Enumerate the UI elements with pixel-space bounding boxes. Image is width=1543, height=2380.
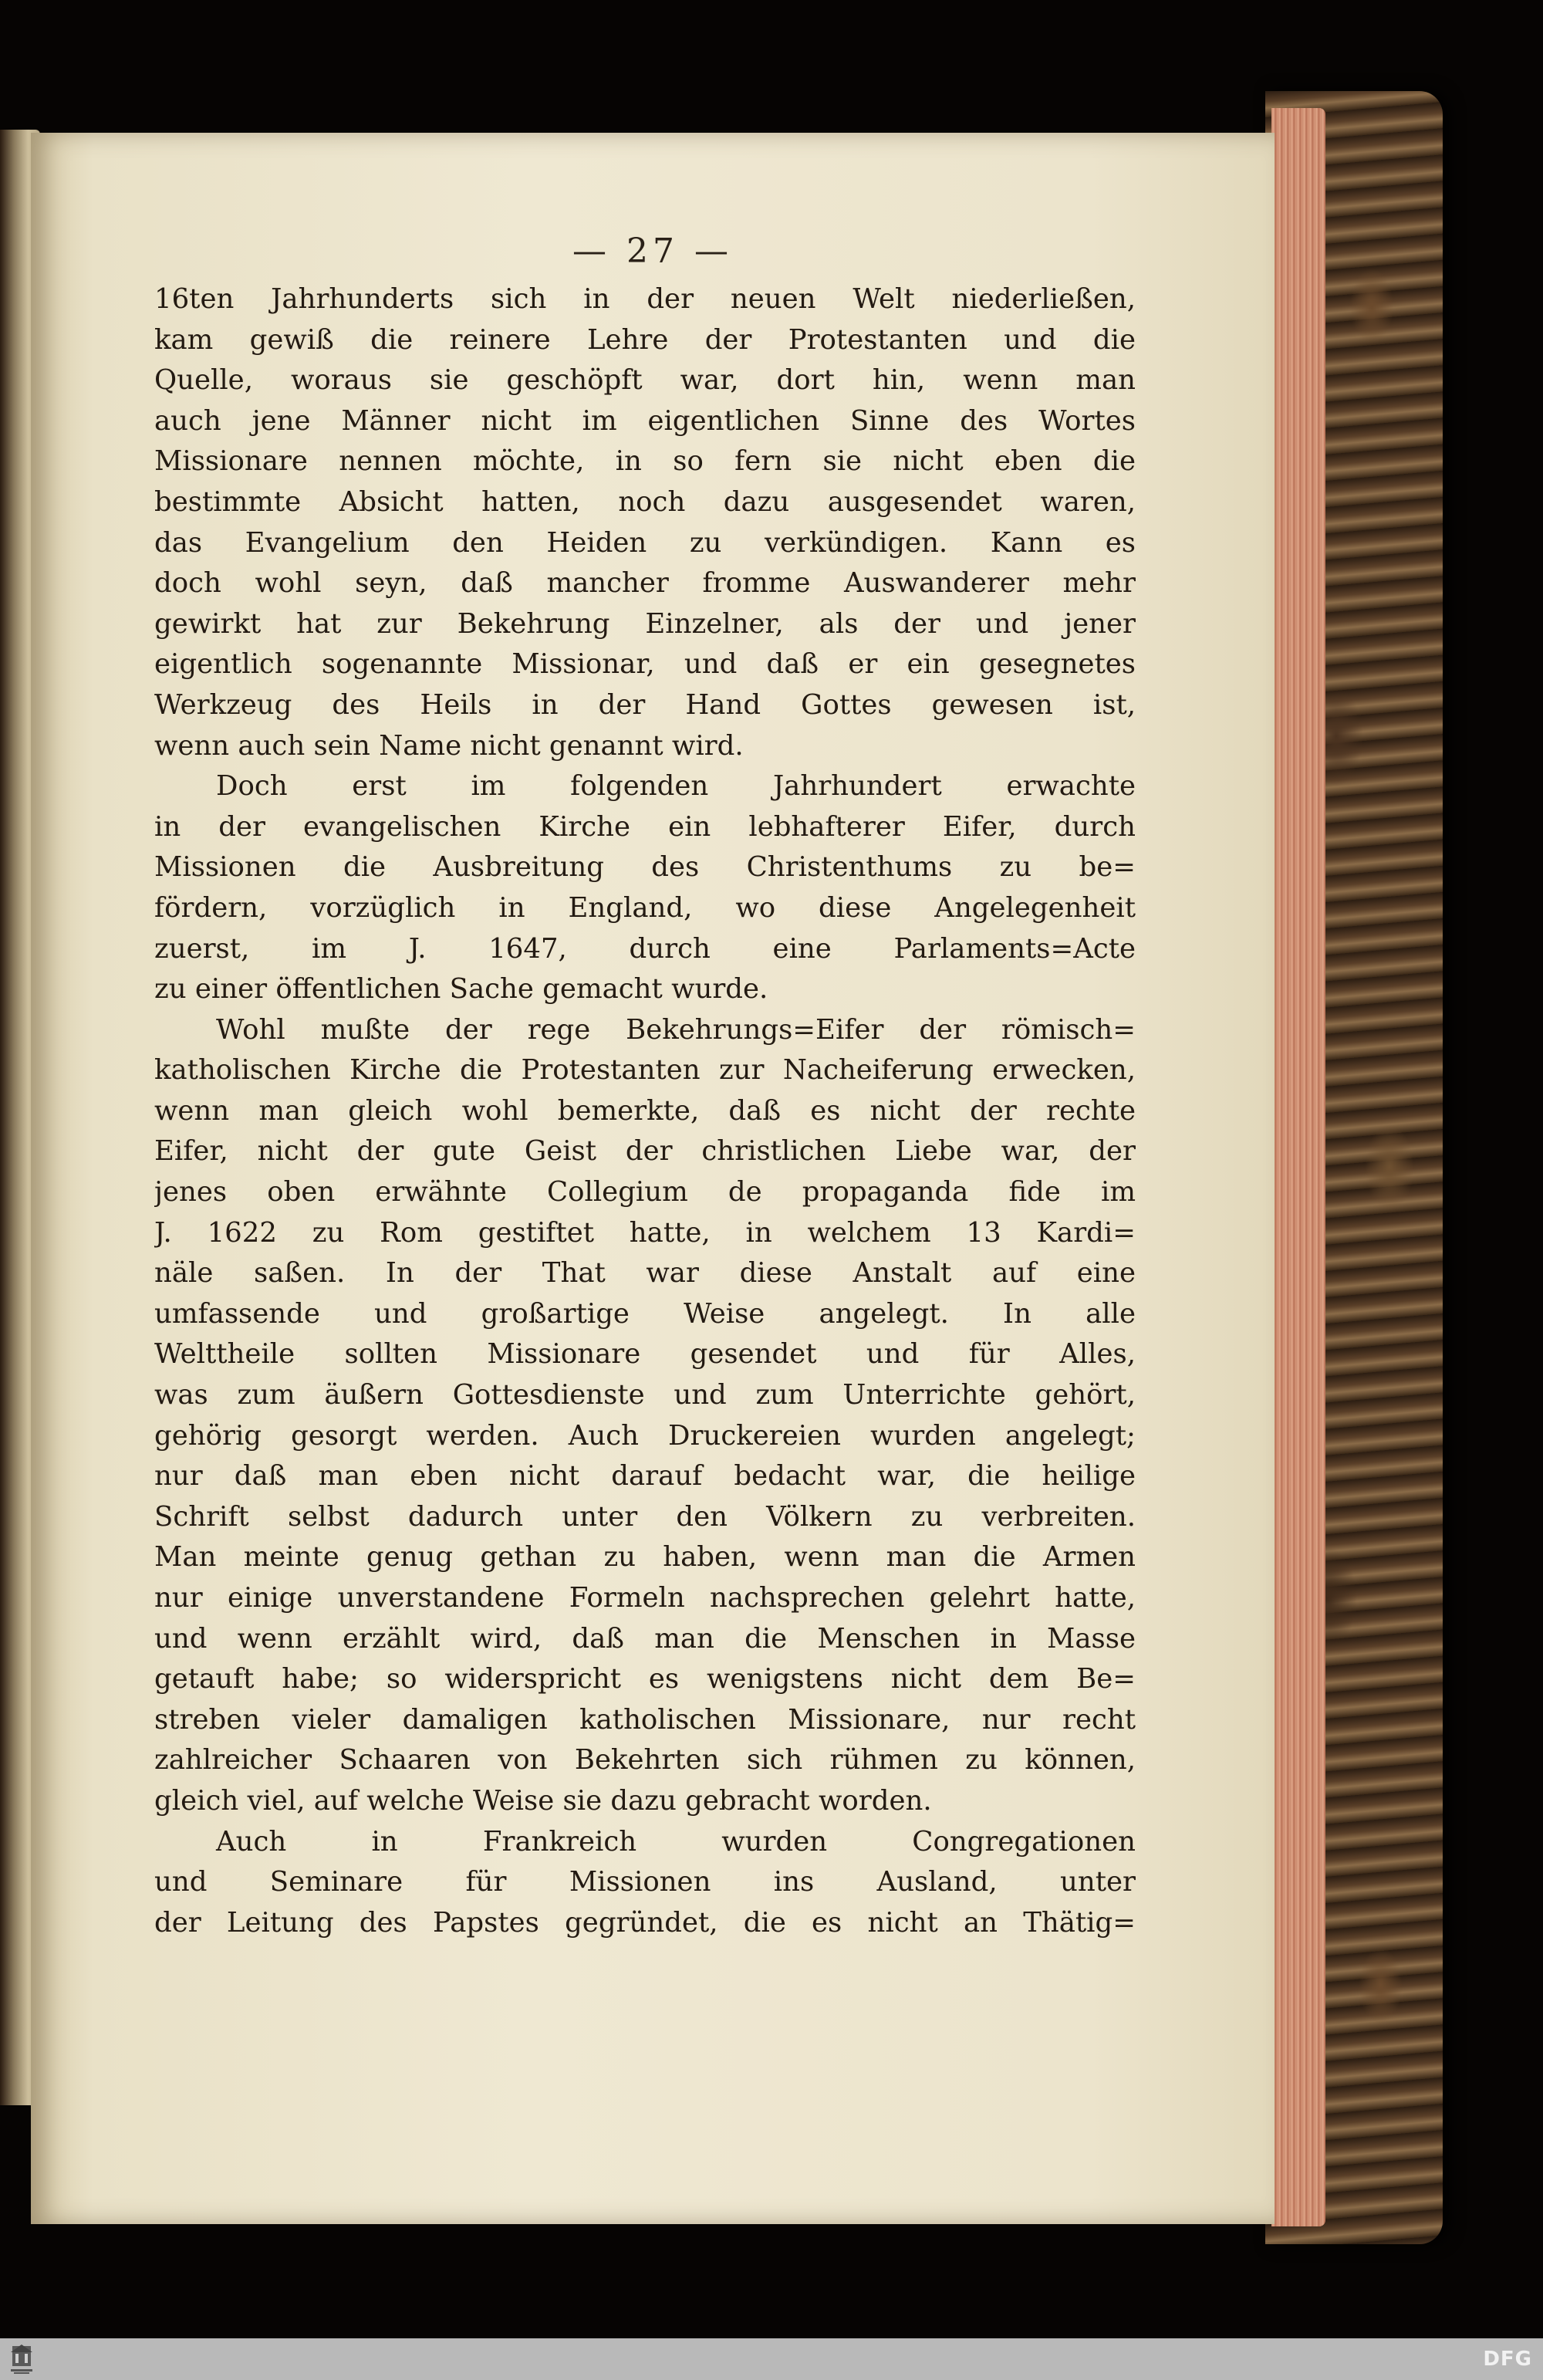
text-line: eigentlich sogenannte Missionar, und daß er ein gesegnetes <box>154 648 1136 681</box>
text-line: umfassende und großartige Weise angelegt. In alle <box>154 1297 1136 1330</box>
text-line: Eifer, nicht der gute Geist der christlichen Liebe war, der <box>154 1135 1136 1168</box>
text-line: Man meinte genug gethan zu haben, wenn man die Armen <box>154 1541 1136 1574</box>
text-line: was zum äußern Gottesdienste und zum Unterrichte gehört, <box>154 1379 1136 1411</box>
text-line: gehörig gesorgt werden. Auch Druckereien wurden angelegt; <box>154 1419 1136 1452</box>
page-number: — 27 — <box>572 232 733 271</box>
text-line: Schrift selbst dadurch unter den Völkern zu verbreiten. <box>154 1500 1136 1533</box>
text-line: und Seminare für Missionen ins Ausland, unter <box>154 1866 1136 1898</box>
text-line: getauft habe; so widerspricht es wenigstens nicht dem Be= <box>154 1663 1136 1695</box>
dfg-logo: DFG <box>1483 2348 1532 2371</box>
text-line: kam gewiß die reinere Lehre der Protestanten und die <box>154 323 1136 356</box>
text-line: Auch in Frankreich wurden Congregationen <box>216 1825 1136 1858</box>
text-line: in der evangelischen Kirche ein lebhafterer Eifer, durch <box>154 810 1136 843</box>
text-line: das Evangelium den Heiden zu verkündigen. Kann es <box>154 526 1136 559</box>
text-line: der Leitung des Papstes gegründet, die es nicht an Thätig= <box>154 1906 1136 1939</box>
text-line: 16ten Jahrhunderts sich in der neuen Welt niederließen, <box>154 283 1136 315</box>
text-line: Doch erst im folgenden Jahrhundert erwachte <box>216 770 1136 803</box>
text-line: doch wohl seyn, daß mancher fromme Auswanderer mehr <box>154 567 1136 600</box>
text-line: Welttheile sollten Missionare gesendet und für Alles, <box>154 1338 1136 1371</box>
text-line: Werkzeug des Heils in der Hand Gottes gewesen ist, <box>154 688 1136 721</box>
text-line: nur daß man eben nicht darauf bedacht war, die heilige <box>154 1460 1136 1493</box>
text-line: Wohl mußte der rege Bekehrungs=Eifer der römisch= <box>216 1013 1136 1046</box>
text-line: und wenn erzählt wird, daß man die Menschen in Masse <box>154 1622 1136 1655</box>
page-edges <box>1271 108 1325 2226</box>
text-line: fördern, vorzüglich in England, wo diese Angelegenheit <box>154 891 1136 924</box>
text-line: näle saßen. In der That war diese Anstalt auf eine <box>154 1257 1136 1290</box>
text-line: zuerst, im J. 1647, durch eine Parlaments=Acte <box>154 932 1136 965</box>
text-line: gewirkt hat zur Bekehrung Einzelner, als der und jener <box>154 607 1136 640</box>
text-line: katholischen Kirche die Protestanten zur Nacheiferung erwecken, <box>154 1054 1136 1087</box>
text-line: nur einige unverstandene Formeln nachsprechen gelehrt hatte, <box>154 1582 1136 1614</box>
text-line: zu einer öffentlichen Sache gemacht wurde. <box>154 973 768 1006</box>
library-seal-icon <box>6 2343 37 2375</box>
text-line: wenn auch sein Name nicht genannt wird. <box>154 729 744 762</box>
book-page <box>31 133 1275 2224</box>
viewer-footer-bar <box>0 2338 1543 2380</box>
text-line: zahlreicher Schaaren von Bekehrten sich rühmen zu können, <box>154 1744 1136 1777</box>
text-line: Missionen die Ausbreitung des Christenthums zu be= <box>154 851 1136 884</box>
text-line: Quelle, woraus sie geschöpft war, dort hin, wenn man <box>154 364 1136 397</box>
text-line: Missionare nennen möchte, in so fern sie nicht eben die <box>154 445 1136 478</box>
text-line: wenn man gleich wohl bemerkte, daß es nicht der rechte <box>154 1094 1136 1127</box>
text-line: auch jene Männer nicht im eigentlichen Sinne des Wortes <box>154 404 1136 437</box>
text-line: bestimmte Absicht hatten, noch dazu ausgesendet waren, <box>154 485 1136 518</box>
text-line: J. 1622 zu Rom gestiftet hatte, in welchem 13 Kardi= <box>154 1216 1136 1249</box>
text-line: streben vieler damaligen katholischen Missionare, nur recht <box>154 1703 1136 1736</box>
page-text <box>154 279 1136 1943</box>
text-line: jenes oben erwähnte Collegium de propaganda fide im <box>154 1176 1136 1209</box>
text-line: gleich viel, auf welche Weise sie dazu gebracht worden. <box>154 1784 932 1817</box>
